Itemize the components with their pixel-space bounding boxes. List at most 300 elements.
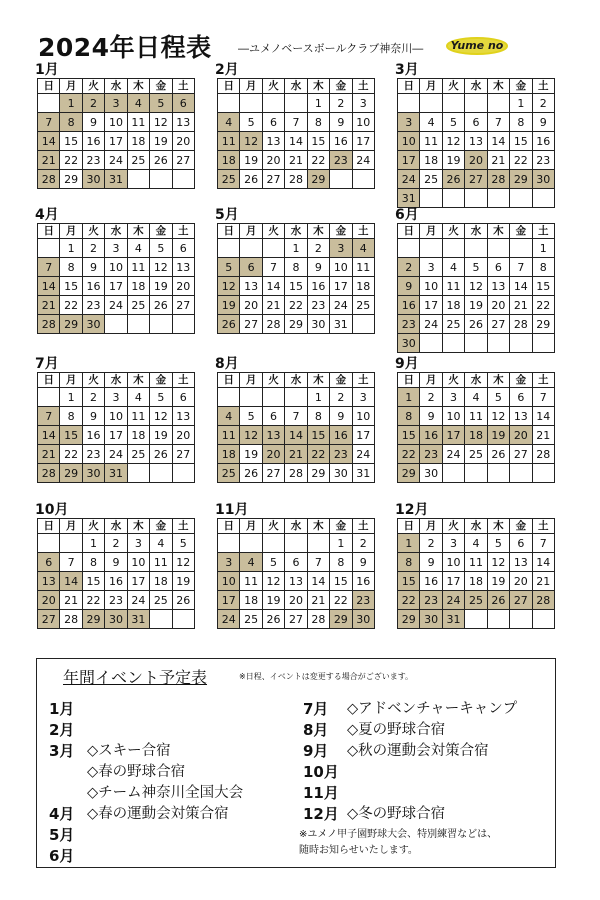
empty-cell (240, 534, 262, 553)
day-cell: 30 (532, 170, 554, 189)
event-row (49, 825, 299, 846)
day-cell: 13 (262, 426, 284, 445)
day-cell: 26 (262, 610, 284, 629)
day-cell: 19 (240, 151, 262, 170)
month-calendar (217, 62, 375, 189)
day-cell: 10 (420, 277, 442, 296)
day-cell: 27 (262, 170, 284, 189)
day-cell: 22 (398, 445, 420, 464)
day-cell: 12 (487, 407, 509, 426)
day-cell: 14 (532, 553, 554, 572)
day-cell: 20 (262, 445, 284, 464)
day-cell: 10 (218, 572, 240, 591)
empty-cell (262, 388, 284, 407)
day-cell: 3 (442, 388, 464, 407)
day-cell: 8 (307, 407, 329, 426)
day-cell: 31 (352, 464, 374, 483)
day-cell: 15 (398, 572, 420, 591)
event-text: ◇冬の野球合宿 (347, 806, 446, 822)
empty-cell (510, 334, 532, 353)
day-cell: 1 (307, 388, 329, 407)
empty-cell (285, 388, 307, 407)
weekday-header: 日 (38, 79, 60, 94)
day-cell: 13 (285, 572, 307, 591)
events-note: ※日程、イベントは変更する場合がございます。 (239, 672, 414, 681)
empty-cell (442, 239, 464, 258)
event-row (299, 783, 549, 804)
day-cell: 7 (60, 553, 82, 572)
empty-cell (532, 189, 554, 208)
weekday-header: 火 (262, 519, 284, 534)
day-cell: 15 (532, 277, 554, 296)
day-cell: 8 (510, 113, 532, 132)
month-table (397, 518, 555, 629)
weekday-header: 火 (442, 224, 464, 239)
weekday-header: 日 (38, 519, 60, 534)
day-cell: 9 (532, 113, 554, 132)
day-cell: 20 (240, 296, 262, 315)
weekday-header: 月 (60, 519, 82, 534)
day-cell: 4 (465, 534, 487, 553)
weekday-header: 木 (127, 224, 149, 239)
empty-cell (240, 94, 262, 113)
day-cell: 24 (352, 445, 374, 464)
empty-cell (510, 189, 532, 208)
event-month: 1月 (49, 700, 75, 718)
empty-cell (240, 388, 262, 407)
weekday-header: 木 (307, 79, 329, 94)
day-cell: 16 (82, 426, 104, 445)
day-cell: 13 (172, 113, 194, 132)
empty-cell (420, 334, 442, 353)
day-cell: 9 (307, 258, 329, 277)
day-cell: 30 (420, 610, 442, 629)
day-cell: 23 (532, 151, 554, 170)
day-cell: 11 (352, 258, 374, 277)
day-cell: 29 (82, 610, 104, 629)
day-cell: 11 (127, 407, 149, 426)
day-cell: 22 (82, 591, 104, 610)
day-cell: 16 (82, 277, 104, 296)
day-cell: 1 (330, 534, 352, 553)
event-month: 6月 (49, 847, 75, 865)
month-label: 10月 (35, 502, 69, 518)
day-cell: 23 (398, 315, 420, 334)
day-cell: 26 (442, 170, 464, 189)
day-cell: 14 (262, 277, 284, 296)
month-label: 2月 (215, 62, 239, 78)
day-cell: 23 (307, 296, 329, 315)
event-row (49, 741, 299, 762)
empty-cell (38, 388, 60, 407)
day-cell: 2 (82, 388, 104, 407)
day-cell: 27 (38, 610, 60, 629)
day-cell: 8 (307, 113, 329, 132)
day-cell: 3 (127, 534, 149, 553)
month-table (217, 78, 375, 189)
empty-cell (487, 239, 509, 258)
day-cell: 9 (420, 407, 442, 426)
month-table (37, 78, 195, 189)
day-cell: 17 (218, 591, 240, 610)
weekday-header: 金 (330, 519, 352, 534)
month-table (37, 223, 195, 334)
day-cell: 20 (172, 426, 194, 445)
day-cell: 16 (330, 132, 352, 151)
day-cell: 17 (398, 151, 420, 170)
day-cell: 15 (285, 277, 307, 296)
weekday-header: 木 (127, 79, 149, 94)
day-cell: 4 (218, 407, 240, 426)
weekday-header: 月 (60, 373, 82, 388)
day-cell: 24 (218, 610, 240, 629)
day-cell: 20 (262, 151, 284, 170)
weekday-header: 日 (398, 79, 420, 94)
day-cell: 17 (330, 277, 352, 296)
day-cell: 17 (352, 132, 374, 151)
month-calendar (397, 356, 555, 483)
weekday-header: 月 (240, 79, 262, 94)
day-cell: 18 (465, 426, 487, 445)
empty-cell (420, 239, 442, 258)
empty-cell (510, 239, 532, 258)
day-cell: 6 (172, 239, 194, 258)
weekday-header: 水 (285, 224, 307, 239)
weekday-header: 金 (510, 224, 532, 239)
event-row (299, 762, 549, 783)
day-cell: 6 (510, 534, 532, 553)
day-cell: 3 (105, 388, 127, 407)
day-cell: 10 (352, 407, 374, 426)
month-calendar (397, 62, 555, 208)
day-cell: 24 (105, 151, 127, 170)
day-cell: 16 (330, 426, 352, 445)
day-cell: 25 (127, 445, 149, 464)
day-cell: 8 (60, 113, 82, 132)
day-cell: 2 (330, 94, 352, 113)
weekday-header: 月 (60, 79, 82, 94)
day-cell: 25 (218, 170, 240, 189)
day-cell: 23 (105, 591, 127, 610)
day-cell: 18 (465, 572, 487, 591)
weekday-header: 土 (532, 373, 554, 388)
day-cell: 22 (60, 445, 82, 464)
day-cell: 1 (60, 388, 82, 407)
weekday-header: 金 (150, 224, 172, 239)
day-cell: 13 (487, 277, 509, 296)
day-cell: 27 (172, 151, 194, 170)
logo-text: Yume no (450, 39, 504, 52)
day-cell: 23 (82, 151, 104, 170)
month-table (37, 372, 195, 483)
weekday-header: 日 (38, 224, 60, 239)
weekday-header: 日 (218, 519, 240, 534)
club-name: ―ユメノベースボールクラブ神奈川― (238, 42, 424, 55)
weekday-header: 日 (38, 373, 60, 388)
empty-cell (172, 610, 194, 629)
day-cell: 24 (398, 170, 420, 189)
weekday-header: 水 (105, 224, 127, 239)
empty-cell (262, 239, 284, 258)
weekday-header: 土 (352, 79, 374, 94)
weekday-header: 水 (105, 373, 127, 388)
empty-cell (38, 239, 60, 258)
empty-cell (398, 94, 420, 113)
day-cell: 9 (352, 553, 374, 572)
day-cell: 15 (510, 132, 532, 151)
weekday-header: 日 (218, 79, 240, 94)
day-cell: 15 (398, 426, 420, 445)
day-cell: 13 (38, 572, 60, 591)
day-cell: 22 (285, 296, 307, 315)
day-cell: 28 (285, 170, 307, 189)
day-cell: 28 (38, 315, 60, 334)
empty-cell (398, 239, 420, 258)
day-cell: 2 (532, 94, 554, 113)
day-cell: 6 (510, 388, 532, 407)
day-cell: 26 (487, 591, 509, 610)
event-month: 8月 (303, 721, 329, 739)
weekday-header: 木 (487, 373, 509, 388)
day-cell: 26 (150, 151, 172, 170)
day-cell: 12 (172, 553, 194, 572)
day-cell: 13 (465, 132, 487, 151)
day-cell: 22 (307, 151, 329, 170)
empty-cell (38, 534, 60, 553)
day-cell: 4 (420, 113, 442, 132)
weekday-header: 日 (398, 224, 420, 239)
day-cell: 22 (330, 591, 352, 610)
day-cell: 12 (442, 132, 464, 151)
weekday-header: 月 (240, 519, 262, 534)
empty-cell (442, 189, 464, 208)
day-cell: 8 (532, 258, 554, 277)
event-row (49, 846, 299, 867)
day-cell: 1 (60, 239, 82, 258)
day-cell: 25 (218, 464, 240, 483)
day-cell: 11 (465, 553, 487, 572)
day-cell: 28 (60, 610, 82, 629)
weekday-header: 土 (532, 519, 554, 534)
day-cell: 15 (60, 426, 82, 445)
day-cell: 11 (465, 407, 487, 426)
day-cell: 24 (330, 296, 352, 315)
empty-cell (420, 94, 442, 113)
day-cell: 29 (60, 315, 82, 334)
empty-cell (465, 189, 487, 208)
day-cell: 3 (218, 553, 240, 572)
day-cell: 19 (150, 277, 172, 296)
event-month: 5月 (49, 826, 75, 844)
day-cell: 15 (60, 277, 82, 296)
day-cell: 25 (465, 445, 487, 464)
weekday-header: 月 (420, 224, 442, 239)
empty-cell (150, 315, 172, 334)
empty-cell (510, 610, 532, 629)
empty-cell (240, 239, 262, 258)
day-cell: 20 (487, 296, 509, 315)
day-cell: 9 (82, 113, 104, 132)
day-cell: 1 (510, 94, 532, 113)
month-table (397, 223, 555, 353)
month-calendar (37, 356, 195, 483)
day-cell: 29 (307, 464, 329, 483)
empty-cell (330, 170, 352, 189)
weekday-header: 月 (240, 224, 262, 239)
day-cell: 11 (218, 426, 240, 445)
event-text: ◇チーム神奈川全国大会 (87, 785, 244, 801)
empty-cell (510, 464, 532, 483)
empty-cell (38, 94, 60, 113)
day-cell: 14 (510, 277, 532, 296)
event-month: 12月 (303, 805, 339, 823)
weekday-header: 月 (420, 373, 442, 388)
day-cell: 18 (218, 151, 240, 170)
day-cell: 2 (82, 94, 104, 113)
day-cell: 16 (82, 132, 104, 151)
day-cell: 24 (442, 445, 464, 464)
weekday-header: 水 (285, 79, 307, 94)
day-cell: 20 (38, 591, 60, 610)
day-cell: 5 (262, 553, 284, 572)
day-cell: 12 (262, 572, 284, 591)
day-cell: 7 (262, 258, 284, 277)
day-cell: 17 (105, 277, 127, 296)
day-cell: 7 (510, 258, 532, 277)
month-label: 11月 (215, 502, 249, 518)
weekday-header: 火 (262, 373, 284, 388)
day-cell: 14 (307, 572, 329, 591)
day-cell: 4 (127, 388, 149, 407)
day-cell: 30 (398, 334, 420, 353)
month-label: 1月 (35, 62, 59, 78)
day-cell: 2 (307, 239, 329, 258)
month-table (37, 518, 195, 629)
day-cell: 26 (218, 315, 240, 334)
event-text: ◇春の野球合宿 (87, 764, 186, 780)
day-cell: 25 (442, 315, 464, 334)
weekday-header: 木 (307, 224, 329, 239)
day-cell: 6 (172, 388, 194, 407)
day-cell: 26 (487, 445, 509, 464)
empty-cell (105, 315, 127, 334)
weekday-header: 土 (352, 373, 374, 388)
day-cell: 21 (510, 296, 532, 315)
day-cell: 12 (465, 277, 487, 296)
day-cell: 31 (398, 189, 420, 208)
event-row (49, 783, 299, 804)
day-cell: 30 (82, 464, 104, 483)
day-cell: 5 (218, 258, 240, 277)
day-cell: 18 (240, 591, 262, 610)
empty-cell (150, 464, 172, 483)
day-cell: 7 (285, 407, 307, 426)
day-cell: 5 (150, 94, 172, 113)
day-cell: 8 (60, 407, 82, 426)
day-cell: 10 (398, 132, 420, 151)
day-cell: 11 (442, 277, 464, 296)
day-cell: 2 (420, 534, 442, 553)
day-cell: 1 (398, 388, 420, 407)
day-cell: 26 (150, 296, 172, 315)
day-cell: 13 (172, 407, 194, 426)
empty-cell (487, 94, 509, 113)
day-cell: 24 (127, 591, 149, 610)
day-cell: 2 (82, 239, 104, 258)
day-cell: 23 (420, 445, 442, 464)
event-row (299, 699, 549, 720)
weekday-header: 月 (420, 519, 442, 534)
day-cell: 10 (442, 553, 464, 572)
day-cell: 9 (330, 407, 352, 426)
day-cell: 22 (307, 445, 329, 464)
day-cell: 13 (240, 277, 262, 296)
day-cell: 16 (307, 277, 329, 296)
day-cell: 7 (532, 388, 554, 407)
day-cell: 12 (240, 426, 262, 445)
day-cell: 30 (82, 315, 104, 334)
day-cell: 21 (38, 151, 60, 170)
day-cell: 13 (510, 553, 532, 572)
empty-cell (442, 334, 464, 353)
day-cell: 9 (82, 258, 104, 277)
weekday-header: 火 (262, 224, 284, 239)
day-cell: 6 (487, 258, 509, 277)
day-cell: 29 (398, 610, 420, 629)
day-cell: 26 (240, 464, 262, 483)
day-cell: 4 (127, 239, 149, 258)
weekday-header: 金 (330, 373, 352, 388)
weekday-header: 金 (330, 79, 352, 94)
day-cell: 2 (352, 534, 374, 553)
day-cell: 28 (510, 315, 532, 334)
empty-cell (285, 94, 307, 113)
day-cell: 26 (240, 170, 262, 189)
day-cell: 19 (487, 572, 509, 591)
event-month: 3月 (49, 742, 75, 760)
empty-cell (487, 464, 509, 483)
weekday-header: 水 (105, 79, 127, 94)
weekday-header: 土 (172, 224, 194, 239)
day-cell: 7 (38, 407, 60, 426)
empty-cell (487, 610, 509, 629)
day-cell: 28 (487, 170, 509, 189)
day-cell: 18 (218, 445, 240, 464)
day-cell: 20 (285, 591, 307, 610)
day-cell: 28 (532, 591, 554, 610)
day-cell: 30 (307, 315, 329, 334)
weekday-header: 月 (240, 373, 262, 388)
day-cell: 26 (150, 445, 172, 464)
header (38, 28, 578, 64)
weekday-header: 水 (465, 519, 487, 534)
weekday-header: 土 (172, 79, 194, 94)
day-cell: 10 (127, 553, 149, 572)
day-cell: 3 (398, 113, 420, 132)
day-cell: 22 (532, 296, 554, 315)
day-cell: 7 (285, 113, 307, 132)
day-cell: 18 (127, 132, 149, 151)
event-text: ◇夏の野球合宿 (347, 722, 446, 738)
day-cell: 23 (330, 445, 352, 464)
day-cell: 19 (150, 132, 172, 151)
day-cell: 21 (487, 151, 509, 170)
month-table (217, 372, 375, 483)
weekday-header: 火 (262, 79, 284, 94)
day-cell: 7 (532, 534, 554, 553)
day-cell: 5 (240, 407, 262, 426)
day-cell: 10 (330, 258, 352, 277)
